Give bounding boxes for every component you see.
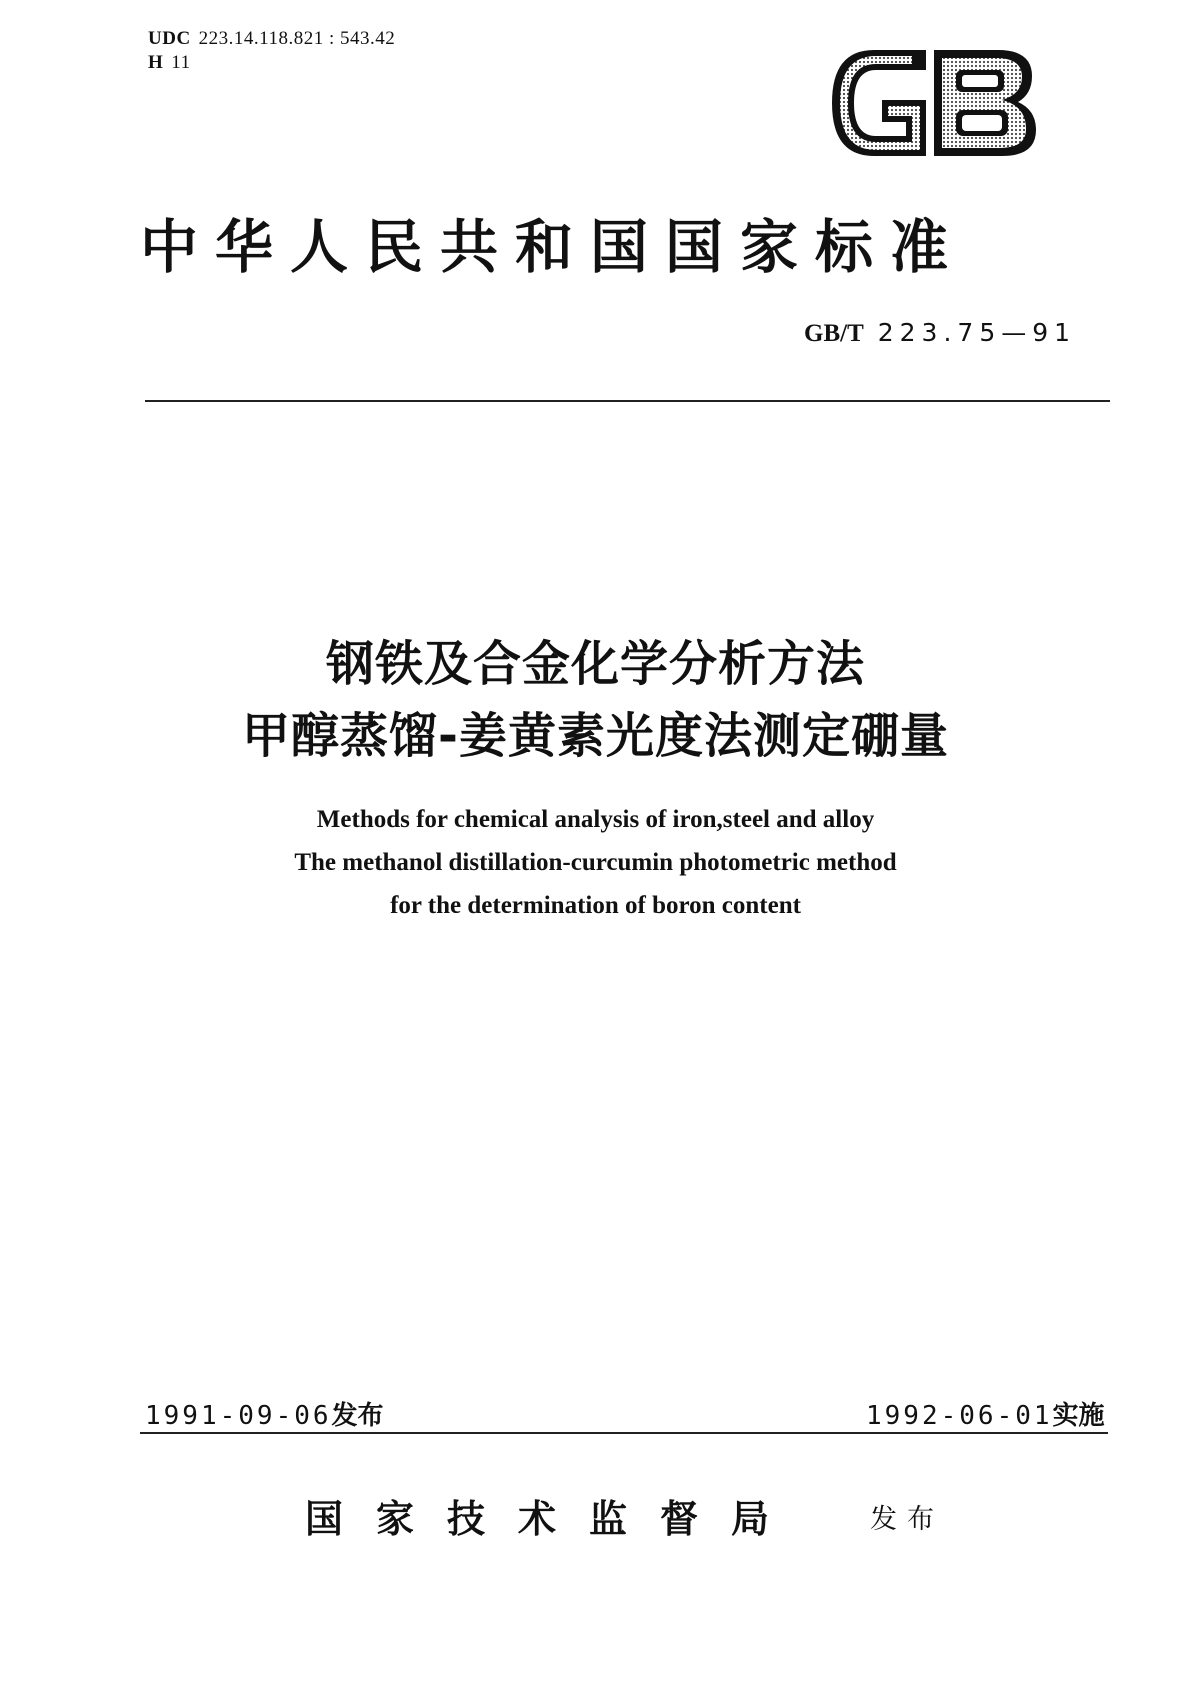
english-title-line-2: The methanol distillation-curcumin photometric method bbox=[294, 849, 897, 876]
h-label: H bbox=[148, 52, 164, 73]
publisher-action: 发布 bbox=[870, 1504, 944, 1535]
chinese-title-line-1: 钢铁及合金化学分析方法 bbox=[325, 636, 865, 692]
english-title-line-1: Methods for chemical analysis of iron,steel and alloy bbox=[316, 806, 875, 833]
top-divider bbox=[145, 400, 1110, 402]
issue-word: 发布 bbox=[331, 1401, 384, 1431]
gb-logo bbox=[826, 44, 1040, 162]
udc-code: 223.14.118.821 : 543.42 bbox=[198, 28, 396, 49]
chinese-title-line-2: 甲醇蒸馏-姜黄素光度法测定硼量 bbox=[242, 708, 949, 764]
implementation-word: 实施 bbox=[1052, 1401, 1105, 1431]
standard-number bbox=[804, 318, 1076, 348]
udc-classification bbox=[148, 28, 395, 50]
udc-label: UDC bbox=[148, 28, 191, 49]
standard-code: 223.75—91 bbox=[877, 318, 1077, 347]
h-classification bbox=[148, 52, 191, 74]
publisher-name: 国家技术监督局 bbox=[305, 1496, 803, 1541]
issue-date-value: 1991-09-06 bbox=[145, 1401, 332, 1431]
standard-prefix: GB/T bbox=[804, 320, 864, 347]
h-code: 11 bbox=[171, 52, 191, 73]
main-title: 中华人民共和国国家标准 bbox=[140, 213, 966, 281]
implementation-date-value: 1992-06-01 bbox=[866, 1401, 1053, 1431]
issue-date bbox=[145, 1395, 384, 1432]
english-title-line-3: for the determination of boron content bbox=[390, 892, 801, 919]
bottom-divider bbox=[140, 1432, 1108, 1434]
implementation-date bbox=[866, 1395, 1105, 1432]
